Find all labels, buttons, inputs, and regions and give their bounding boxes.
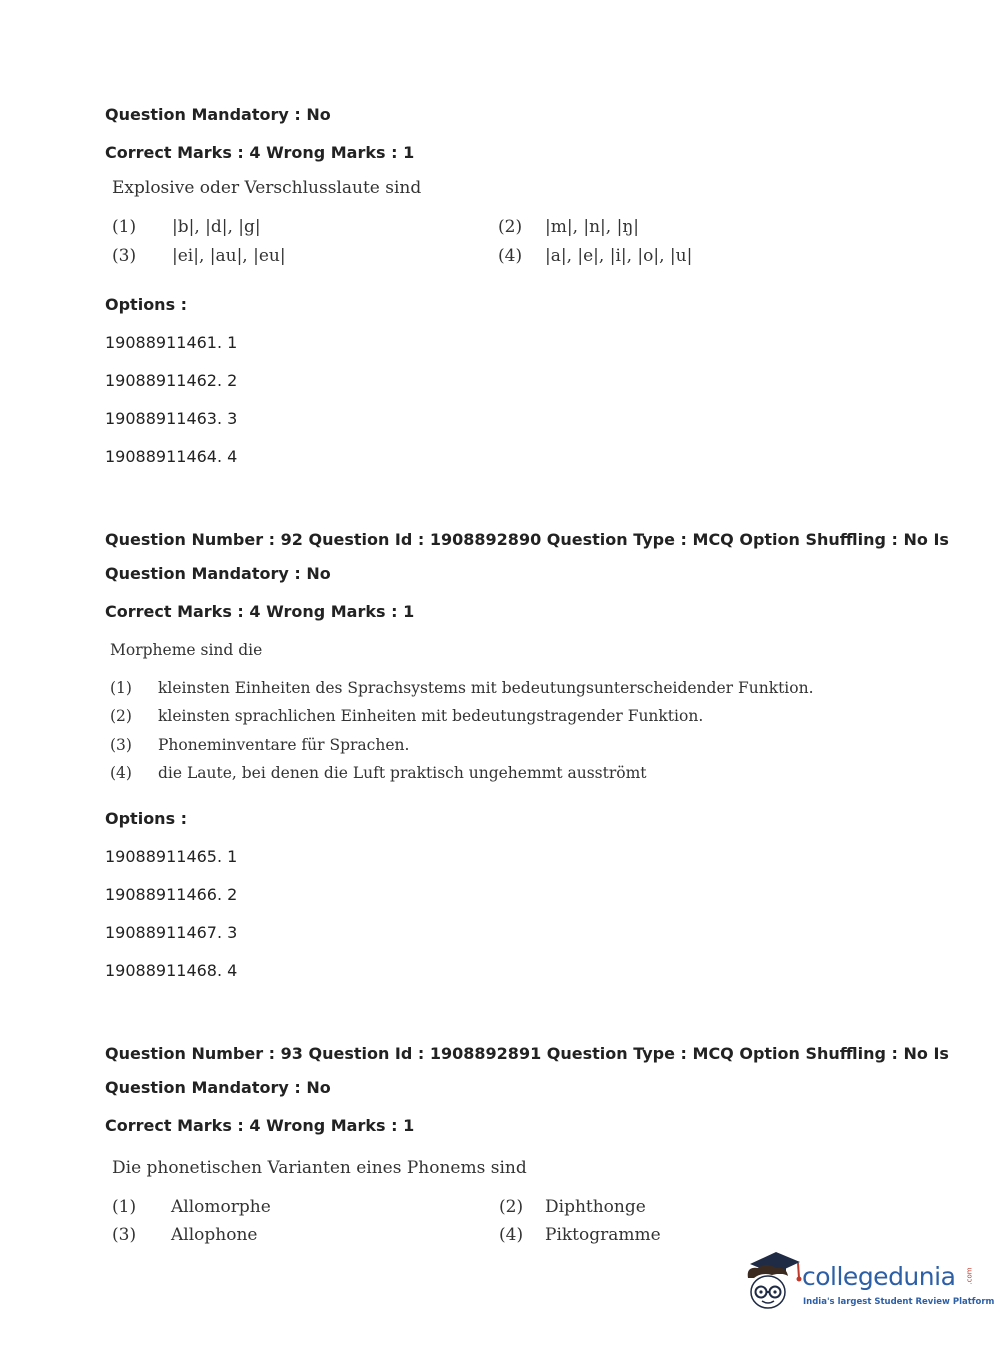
choice-text: |b|, |d|, |g| [172, 217, 261, 237]
choice-number: (1) [112, 217, 137, 237]
choice-number: (3) [112, 246, 137, 266]
q91-mandatory: Question Mandatory : No [105, 105, 331, 124]
logo-suffix: .com [965, 1267, 974, 1285]
q91-option-2: 19088911462. 2 [105, 371, 238, 390]
q93-stem: Die phonetischen Varianten eines Phonems sind [112, 1158, 527, 1178]
q92-option-3: 19088911467. 3 [105, 923, 238, 942]
q91-option-1: 19088911461. 1 [105, 333, 238, 352]
choice-text: |ei|, |au|, |eu| [172, 246, 286, 266]
choice-text: Diphthonge [545, 1197, 646, 1217]
choice-number: (2) [498, 217, 523, 237]
choice-text: Phoneminventare für Sprachen. [158, 736, 410, 754]
choice-number: (4) [498, 246, 523, 266]
q93-mandatory: Question Mandatory : No [105, 1078, 331, 1097]
choice-number: (2) [499, 1197, 524, 1217]
q92-option-2: 19088911466. 2 [105, 885, 238, 904]
collegedunia-logo [742, 1248, 995, 1318]
q91-marks: Correct Marks : 4 Wrong Marks : 1 [105, 143, 415, 162]
q93-header: Question Number : 93 Question Id : 1908892891 Question Type : MCQ Option Shuffling : No Is [105, 1044, 949, 1063]
choice-text: kleinsten sprachlichen Einheiten mit bedeutungstragender Funktion. [158, 707, 704, 725]
q91-option-3: 19088911463. 3 [105, 409, 238, 428]
choice-text: die Laute, bei denen die Luft praktisch ungehemmt ausströmt [158, 764, 647, 782]
q91-option-4: 19088911464. 4 [105, 447, 238, 466]
q92-header: Question Number : 92 Question Id : 1908892890 Question Type : MCQ Option Shuffling : No Is [105, 530, 949, 549]
choice-number: (4) [110, 764, 132, 782]
q92-option-1: 19088911465. 1 [105, 847, 238, 866]
choice-number: (3) [110, 736, 132, 754]
choice-number: (1) [110, 679, 132, 697]
logo-tagline: India's largest Student Review Platform [803, 1297, 995, 1307]
q91-stem: Explosive oder Verschlusslaute sind [112, 178, 422, 198]
q92-mandatory: Question Mandatory : No [105, 564, 331, 583]
choice-number: (3) [112, 1225, 137, 1245]
choice-text: Piktogramme [545, 1225, 661, 1245]
q92-stem: Morpheme sind die [110, 641, 263, 659]
logo-wordmark: collegedunia [802, 1262, 956, 1291]
choice-number: (1) [112, 1197, 137, 1217]
q92-option-4: 19088911468. 4 [105, 961, 238, 980]
choice-text: kleinsten Einheiten des Sprachsystems mit bedeutungsunterscheidender Funktion. [158, 679, 814, 697]
choice-text: Allophone [171, 1225, 258, 1245]
q92-options-label: Options : [105, 809, 188, 828]
mascot-icon [742, 1248, 802, 1318]
q93-marks: Correct Marks : 4 Wrong Marks : 1 [105, 1116, 415, 1135]
choice-number: (2) [110, 707, 132, 725]
choice-number: (4) [499, 1225, 524, 1245]
choice-text: |m|, |n|, |ŋ| [545, 217, 639, 237]
q92-marks: Correct Marks : 4 Wrong Marks : 1 [105, 602, 415, 621]
q91-options-label: Options : [105, 295, 188, 314]
choice-text: |a|, |e|, |i|, |o|, |u| [545, 246, 693, 266]
choice-text: Allomorphe [171, 1197, 271, 1217]
